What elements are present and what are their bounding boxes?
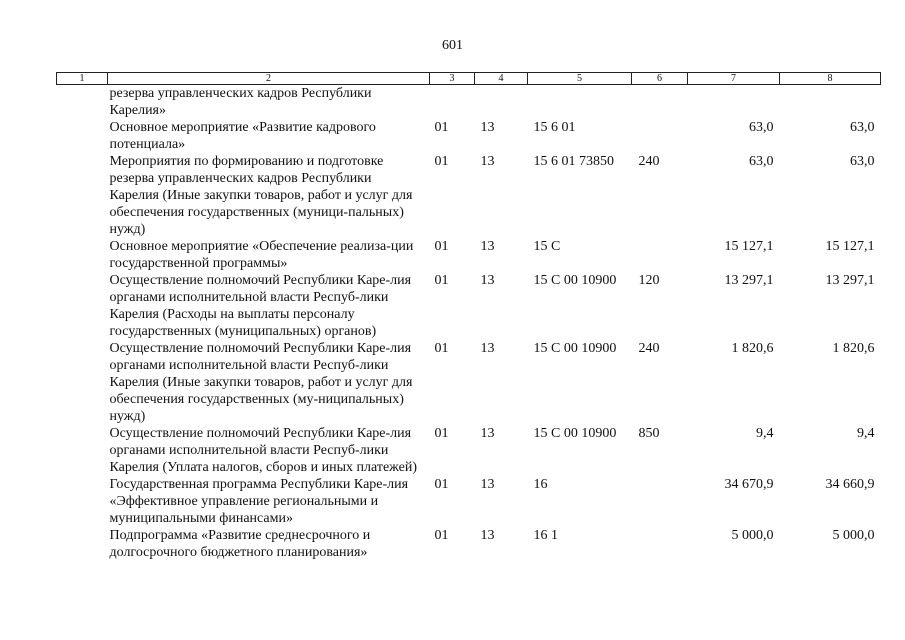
subsection-code	[475, 85, 528, 120]
target-article-code: 15 6 01 73850	[533, 154, 614, 169]
section-code: 01	[434, 341, 449, 356]
amount-col7: 1 820,6	[731, 341, 774, 356]
expense-type-code	[632, 85, 688, 120]
subsection-code: 13	[480, 477, 495, 492]
subsection-code: 13	[480, 120, 495, 135]
expense-type-code	[632, 476, 688, 527]
section-code: 01	[434, 154, 449, 169]
item-name: резерва управленческих кадров Республики Карелия»	[109, 86, 372, 118]
section-code: 01	[434, 426, 449, 441]
table-row	[57, 119, 881, 153]
column-header-4: 4	[475, 73, 528, 85]
amount-col7: 13 297,1	[724, 273, 774, 288]
section-code: 01	[434, 528, 449, 543]
amount-col8: 15 127,1	[825, 239, 875, 254]
index-cell	[57, 153, 108, 238]
amount-col7: 5 000,0	[731, 528, 774, 543]
column-header-5: 5	[528, 73, 632, 85]
item-name: Государственная программа Республики Каре-лия «Эффективное управление региональными и муниципальными финансами»	[109, 477, 409, 526]
table-row	[57, 238, 881, 272]
item-name: Основное мероприятие «Развитие кадрового потенциала»	[109, 120, 376, 152]
subsection-code: 13	[480, 239, 495, 254]
item-name: Подпрограмма «Развитие среднесрочного и долгосрочного бюджетного планирования»	[109, 528, 371, 560]
section-code: 01	[434, 120, 449, 135]
table-row	[57, 527, 881, 561]
amount-col8: 63,0	[850, 120, 875, 135]
index-cell	[57, 476, 108, 527]
amount-col8	[780, 85, 881, 120]
index-cell	[57, 119, 108, 153]
expense-type-code	[632, 527, 688, 561]
amount-col7: 34 670,9	[724, 477, 774, 492]
item-name: Осуществление полномочий Республики Каре-лия органами исполнительной власти Респуб-лики Карелия (Иные закупки товаров, работ и услуг для обеспечения государственных (му-ниципальных) нужд)	[109, 341, 413, 424]
page-number: 601	[442, 38, 463, 53]
section-code: 01	[434, 239, 449, 254]
target-article-code: 15 С 00 10900	[533, 426, 617, 441]
target-article-code: 15 С	[533, 239, 561, 254]
target-article-code: 16 1	[533, 528, 558, 543]
table-row	[57, 340, 881, 425]
amount-col8: 13 297,1	[825, 273, 875, 288]
index-cell	[57, 527, 108, 561]
expense-type-code	[632, 119, 688, 153]
target-article-code: 15 С 00 10900	[533, 341, 617, 356]
section-code: 01	[434, 273, 449, 288]
expense-type-code: 240	[638, 154, 660, 169]
amount-col8: 34 660,9	[825, 477, 875, 492]
table-row	[57, 476, 881, 527]
amount-col8: 9,4	[857, 426, 875, 441]
column-header-1: 1	[57, 73, 108, 85]
column-header-6: 6	[632, 73, 688, 85]
item-name: Мероприятия по формированию и подготовке резерва управленческих кадров Республики Карелия (Иные закупки товаров, работ и услуг для обеспечения государственных (муници-пальных) нужд)	[109, 154, 413, 237]
index-cell	[57, 238, 108, 272]
target-article-code: 15 6 01	[533, 120, 576, 135]
amount-col7: 63,0	[749, 120, 774, 135]
amount-col8: 63,0	[850, 154, 875, 169]
subsection-code: 13	[480, 341, 495, 356]
subsection-code: 13	[480, 426, 495, 441]
column-header-8: 8	[780, 73, 881, 85]
table-row	[57, 425, 881, 476]
target-article-code: 15 С 00 10900	[533, 273, 617, 288]
expense-type-code: 240	[638, 341, 660, 356]
item-name: Осуществление полномочий Республики Каре-лия органами исполнительной власти Респуб-лики Карелия (Расходы на выплаты персоналу государственных (муниципальных) органов)	[109, 273, 412, 339]
index-cell	[57, 340, 108, 425]
item-name: Осуществление полномочий Республики Каре-лия органами исполнительной власти Респуб-лики Карелия (Уплата налогов, сборов и иных платежей)	[109, 426, 418, 475]
table-row	[57, 153, 881, 238]
section-code	[430, 85, 475, 120]
subsection-code: 13	[480, 528, 495, 543]
column-header-2: 2	[108, 73, 430, 85]
amount-col8: 1 820,6	[832, 341, 875, 356]
header-row	[57, 73, 881, 85]
section-code: 01	[434, 477, 449, 492]
amount-col7: 15 127,1	[724, 239, 774, 254]
budget-table	[56, 72, 881, 561]
index-cell	[57, 425, 108, 476]
table-header	[57, 73, 881, 85]
table-body	[57, 85, 881, 562]
expense-type-code: 850	[638, 426, 660, 441]
target-article-code	[528, 85, 632, 120]
item-name: Основное мероприятие «Обеспечение реализа-ции государственной программы»	[109, 239, 414, 271]
amount-col7	[688, 85, 780, 120]
column-header-3: 3	[430, 73, 475, 85]
amount-col7: 9,4	[756, 426, 774, 441]
subsection-code: 13	[480, 154, 495, 169]
table-row	[57, 85, 881, 120]
target-article-code: 16	[533, 477, 548, 492]
subsection-code: 13	[480, 273, 495, 288]
index-cell	[57, 85, 108, 120]
amount-col8: 5 000,0	[832, 528, 875, 543]
expense-type-code	[632, 238, 688, 272]
column-header-7: 7	[688, 73, 780, 85]
expense-type-code: 120	[638, 273, 660, 288]
table-row	[57, 272, 881, 340]
amount-col7: 63,0	[749, 154, 774, 169]
index-cell	[57, 272, 108, 340]
